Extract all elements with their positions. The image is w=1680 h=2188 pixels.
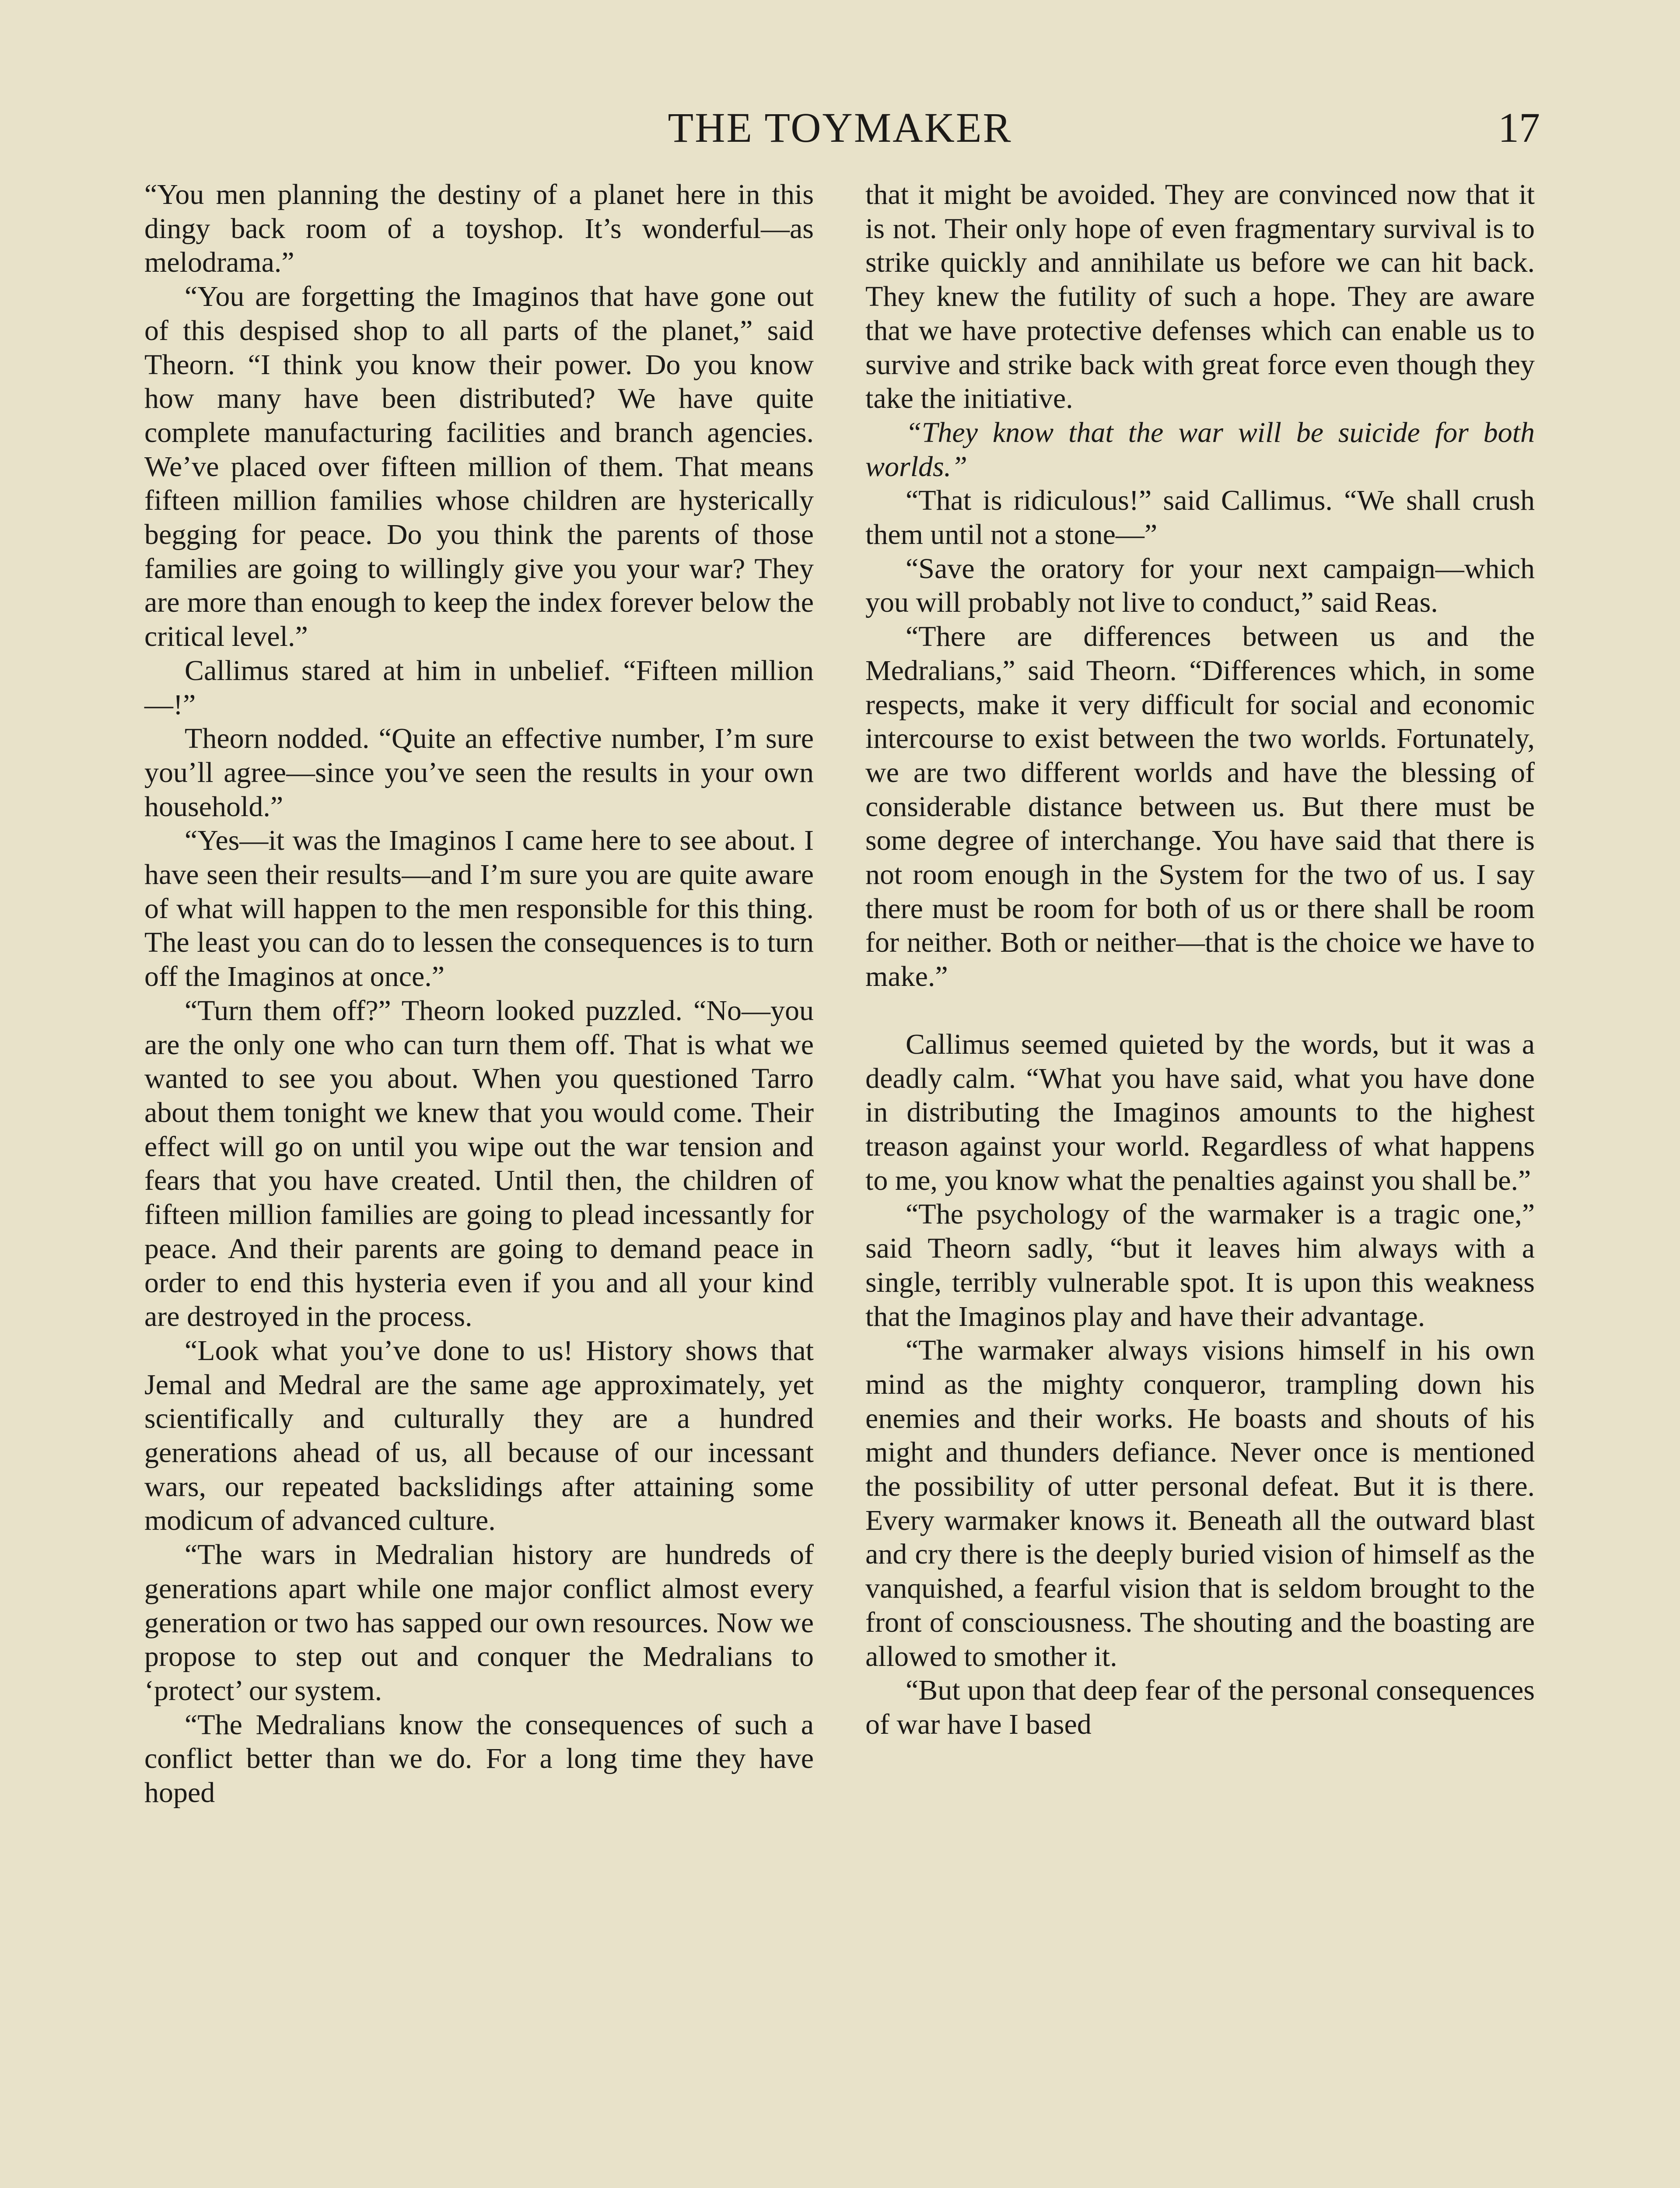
- paragraph: Theorn nodded. “Quite an effective number, I’m sure you’ll agree—since you’ve seen the results in your own household.”: [144, 722, 814, 823]
- paragraph: “The warmaker always visions himself in his own mind as the mighty conqueror, trampling down his enemies and their works. He boasts and shouts of his might and thunders defiance. Never once is mentioned the possibility of utter personal defeat. But it is there. Every warmaker knows it. Beneath all the outward blast and cry there is the deeply buried vision of himself as the vanquished, a fearful vision that is seldom brought to the front of consciousness. The shouting and the boasting are allowed to smother it.: [865, 1334, 1535, 1673]
- paragraph: “The psychology of the warmaker is a tragic one,” said Theorn sadly, “but it leaves him always with a single, terribly vulnerable spot. It is upon this weakness that the Imaginos play and have their advantage.: [865, 1198, 1535, 1332]
- paragraph: “The Medralians know the consequences of such a conflict better than we do. For a long time they have hoped: [144, 1708, 814, 1809]
- paragraph: “Look what you’ve done to us! History shows that Jemal and Medral are the same age approximately, yet scientifically and culturally they are a hundred generations ahead of us, all because of our incessant wars, our repeated backslidings after attaining some modicum of advanced culture.: [144, 1334, 814, 1537]
- paragraph: “You men planning the destiny of a planet here in this dingy back room of a toyshop. It’s wonderful—as melodrama.”: [144, 179, 814, 279]
- paragraph: “There are differences between us and the Medralians,” said Theorn. “Differences which, in some respects, make it very difficult for social and economic intercourse to exist between the two worlds. Fortunately, we are two different worlds and have the blessing of considerable distance between us. But there must be some degree of interchange. You have said that there is not room enough in the System for the two of us. I say there must be room for both of us or there shall be room for neither. Both or neither—that is the choice we have to make.”: [865, 621, 1535, 993]
- paragraph: Callimus stared at him in unbelief. “Fifteen million—!”: [144, 654, 814, 721]
- paragraph: “Turn them off?” Theorn looked puzzled. “No—you are the only one who can turn them off. That is what we wanted to see you about. When you questioned Tarro about them tonight we knew that you would come. Their effect will go on until you wipe out the war tension and fears that you have created. Until then, the children of fifteen million families are going to plead incessantly for peace. And their parents are going to demand peace in order to end this hysteria even if you and all your kind are destroyed in the process.: [144, 994, 814, 1333]
- paragraph: “You are forgetting the Imaginos that have gone out of this despised shop to all parts of the planet,” said Theorn. “I think you know their power. Do you know how many have been distributed? We have quite complete manufacturing facilities and branch agencies. We’ve placed over fifteen million of them. That means fifteen million families whose children are hysterically begging for peace. Do you think the parents of those families are going to willingly give you your war? They are more than enough to keep the index forever below the critical level.”: [144, 281, 814, 653]
- paragraph: Callimus seemed quieted by the words, but it was a deadly calm. “What you have said, what you have done in distributing the Imaginos amounts to the highest treason against your world. Regardless of what happens to me, you know what the penalties against you shall be.”: [865, 1028, 1535, 1196]
- right-column: [865, 178, 1535, 1742]
- italic-quote: “They know that the war will be suicide for both worlds.”: [865, 416, 1535, 483]
- paragraph: “The wars in Medralian history are hundreds of generations apart while one major conflict almost every generation or two has sapped our own resources. Now we propose to step out and conquer the Medralians to ‘protect’ our system.: [144, 1539, 814, 1707]
- page-number: 17: [1498, 104, 1540, 151]
- page-header: [0, 102, 1680, 154]
- running-title: THE TOYMAKER: [668, 104, 1012, 151]
- italic-paragraph: [865, 416, 1535, 484]
- paragraph: “But upon that deep fear of the personal consequences of war have I based: [865, 1674, 1535, 1740]
- paragraph: that it might be avoided. They are convinced now that it is not. Their only hope of even fragmentary survival is to strike quickly and annihilate us before we can hit back. They knew the futility of such a hope. They are aware that we have protective defenses which can enable us to survive and strike back with great force even though they take the initiative.: [865, 179, 1535, 415]
- paragraph: “That is ridiculous!” said Callimus. “We shall crush them until not a stone—”: [865, 484, 1535, 551]
- paragraph: “Yes—it was the Imaginos I came here to see about. I have seen their results—and I’m sure you are quite aware of what will happen to the men responsible for this thing. The least you can do to lessen the consequences is to turn off the Imaginos at once.”: [144, 824, 814, 993]
- paragraph: “Save the oratory for your next campaign—which you will probably not live to conduct,” said Reas.: [865, 552, 1535, 619]
- left-column: [144, 178, 814, 1810]
